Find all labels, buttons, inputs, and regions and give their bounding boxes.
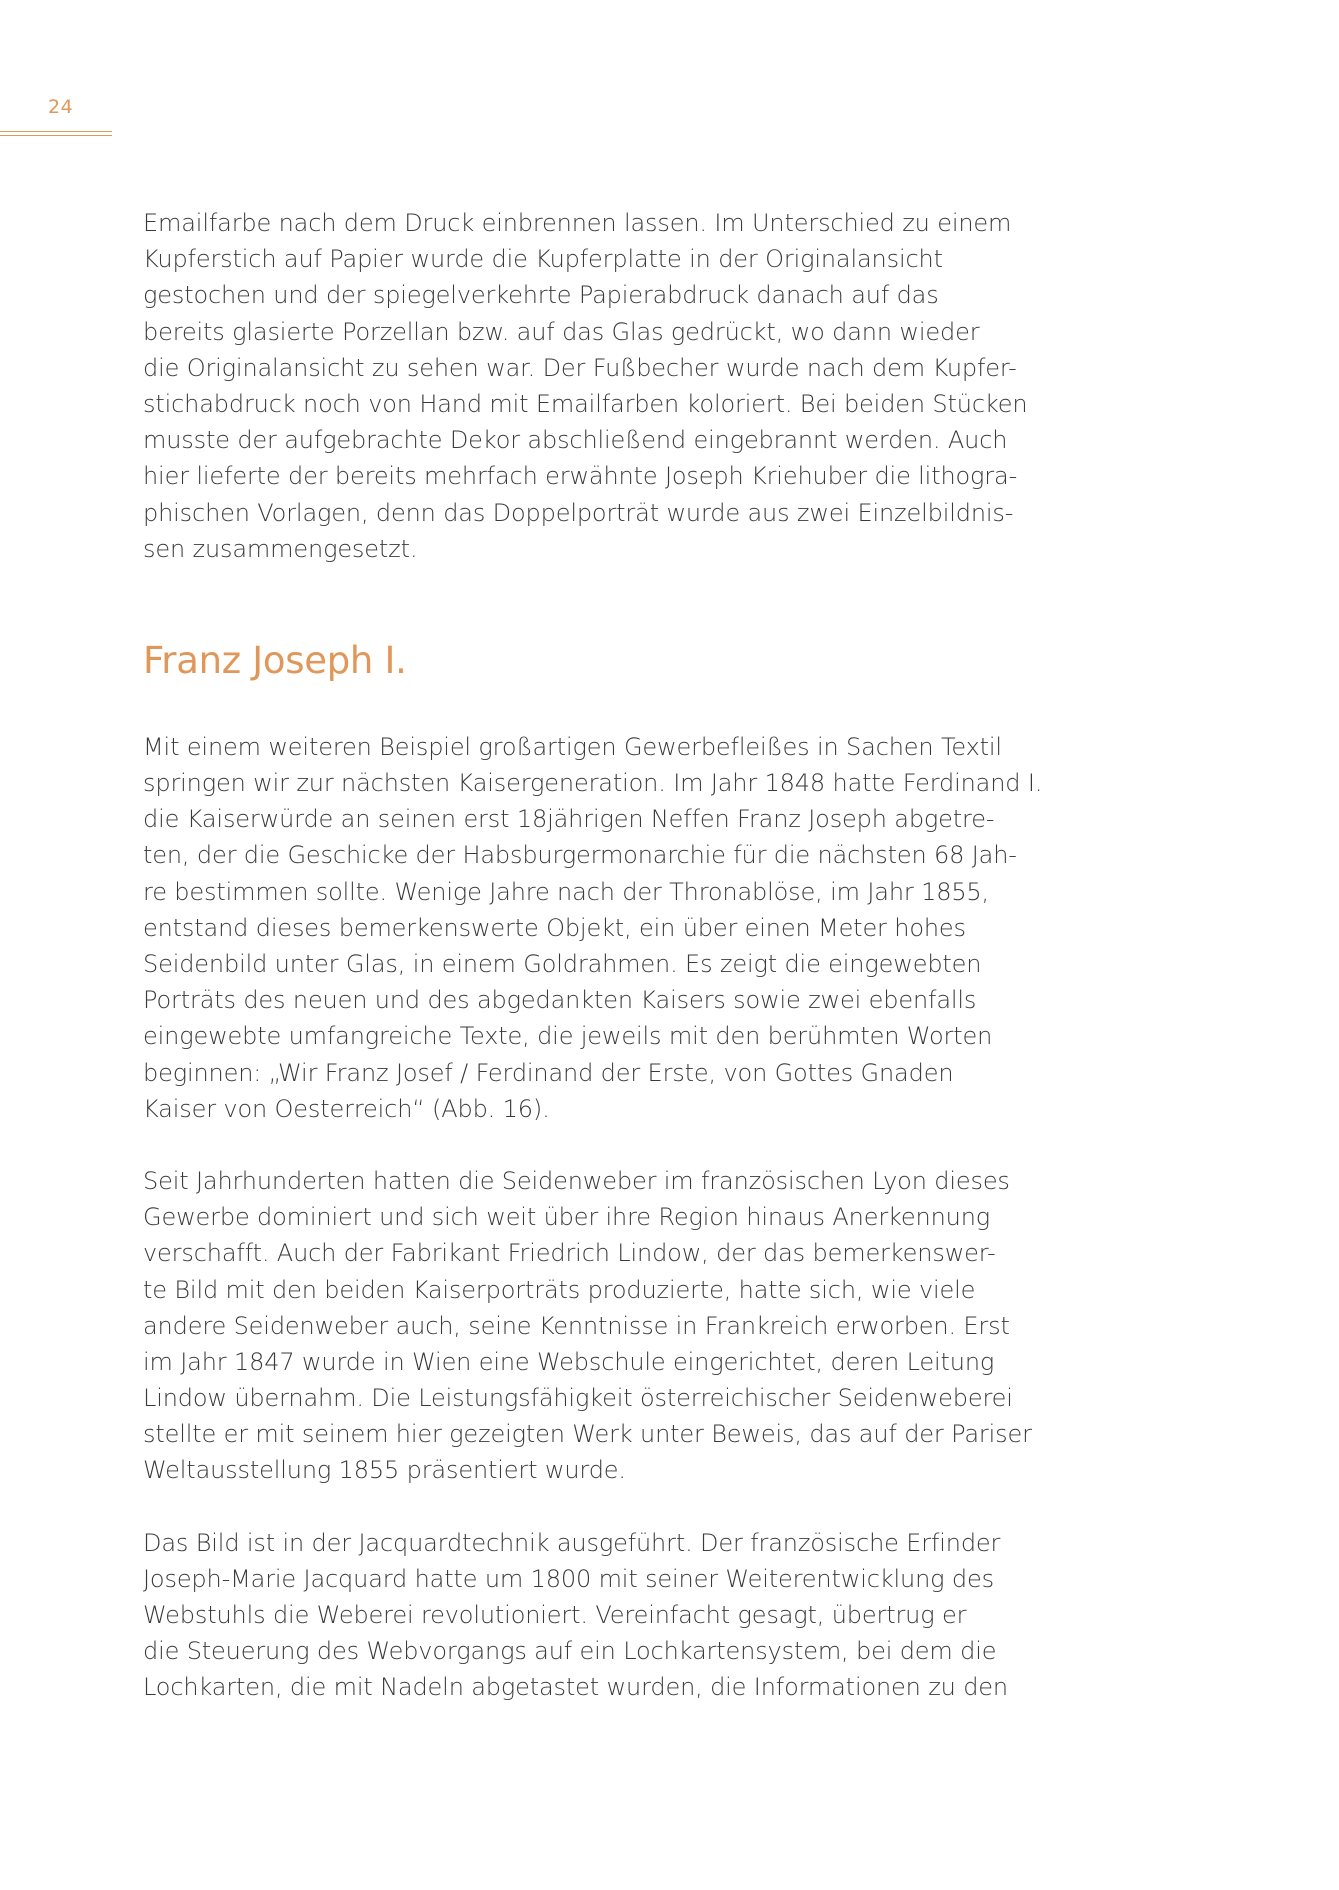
section-heading: Franz Joseph I. [143, 638, 407, 682]
text-line: Lochkarten, die mit Nadeln abgetastet wurden, die Informationen zu den [143, 1673, 1008, 1702]
text-line: phischen Vorlagen, denn das Doppelporträt wurde aus zwei Einzelbildnis- [143, 498, 1014, 527]
spacer [143, 691, 1043, 729]
text-line: Kaiser von Oesterreich“ (Abb. 16). [143, 1094, 550, 1123]
text-line: hier lieferte der bereits mehrfach erwähnte Joseph Kriehuber die lithogra- [143, 462, 1018, 491]
text-line: stichabdruck noch von Hand mit Emailfarben koloriert. Bei beiden Stücken [143, 389, 1028, 418]
text-line: Seidenbild unter Glas, in einem Goldrahmen. Es zeigt die eingewebten [143, 950, 982, 978]
text-line: Seit Jahrhunderten hatten die Seidenweber im französischen Lyon dieses [143, 1166, 1010, 1195]
text-line: te Bild mit den beiden Kaiserporträts produzierte, hatte sich, wie viele [143, 1275, 976, 1304]
header-rule-bottom [0, 135, 112, 136]
text-line: verschafft. Auch der Fabrikant Friedrich Lindow, der das bemerkenswer- [143, 1239, 996, 1268]
text-line: bereits glasierte Porzellan bzw. auf das Glas gedrückt, wo dann wieder [143, 317, 980, 346]
text-line: Porträts des neuen und des abgedankten Kaisers sowie zwei ebenfalls [143, 986, 977, 1015]
text-line: Kupferstich auf Papier wurde die Kupferplatte in der Originalansicht [143, 245, 943, 274]
text-line: gestochen und der spiegelverkehrte Papierabdruck danach auf das [143, 281, 939, 310]
spacer [143, 567, 1043, 631]
paragraph-3 [143, 1163, 1043, 1489]
text-line: Weltausstellung 1855 präsentiert wurde. [143, 1456, 626, 1485]
text-line: Das Bild ist in der Jacquardtechnik ausgeführt. Der französische Erfinder [143, 1528, 1001, 1557]
text-line: springen wir zur nächsten Kaisergeneration. Im Jahr 1848 hatte Ferdinand I. [143, 769, 1043, 798]
text-line: im Jahr 1847 wurde in Wien eine Webschule eingerichtet, deren Leitung [143, 1347, 995, 1376]
paragraph-1 [143, 205, 1043, 567]
text-line: Mit einem weiteren Beispiel großartigen Gewerbefleißes in Sachen Textil [143, 732, 1002, 761]
text-line: stellte er mit seinem hier gezeigten Werk unter Beweis, das auf der Pariser [143, 1420, 1032, 1449]
text-line: eingewebte umfangreiche Texte, die jeweils mit den berühmten Worten [143, 1022, 993, 1051]
text-line: andere Seidenweber auch, seine Kenntnisse in Frankreich erworben. Erst [143, 1311, 1010, 1340]
text-line: Joseph-Marie Jacquard hatte um 1800 mit seiner Weiterentwicklung des [143, 1564, 994, 1593]
header-rule-top [0, 131, 112, 132]
paragraph-2 [143, 729, 1043, 1127]
text-line: die Kaiserwürde an seinen erst 18jährigen Neffen Franz Joseph abgetre- [143, 805, 995, 834]
text-line: re bestimmen sollte. Wenige Jahre nach der Thronablöse, im Jahr 1855, [143, 877, 990, 906]
text-line: die Originalansicht zu sehen war. Der Fußbecher wurde nach dem Kupfer- [143, 353, 1017, 382]
body-text [143, 205, 1043, 1706]
text-line: entstand dieses bemerkenswerte Objekt, ein über einen Meter hohes [143, 913, 966, 942]
text-line: ten, der die Geschicke der Habsburgermonarchie für die nächsten 68 Jah- [143, 841, 1017, 870]
paragraph-4 [143, 1525, 1043, 1706]
spacer [143, 1127, 1043, 1163]
spacer [143, 1489, 1043, 1525]
text-line: Webstuhls die Weberei revolutioniert. Vereinfacht gesagt, übertrug er [143, 1601, 967, 1629]
text-line: Emailfarbe nach dem Druck einbrennen lassen. Im Unterschied zu einem [143, 209, 1012, 237]
text-line: sen zusammengesetzt. [143, 534, 418, 563]
text-line: Lindow übernahm. Die Leistungsfähigkeit österreichischer Seidenweberei [143, 1384, 1013, 1413]
text-line: die Steuerung des Webvorgangs auf ein Lochkartensystem, bei dem die [143, 1637, 997, 1666]
text-line: beginnen: „Wir Franz Josef / Ferdinand der Erste, von Gottes Gnaden [143, 1058, 954, 1087]
text-line: Gewerbe dominiert und sich weit über ihre Region hinaus Anerkennung [143, 1203, 991, 1232]
text-line: musste der aufgebrachte Dekor abschließend eingebrannt werden. Auch [143, 426, 1008, 455]
page-number: 24 [48, 96, 74, 118]
